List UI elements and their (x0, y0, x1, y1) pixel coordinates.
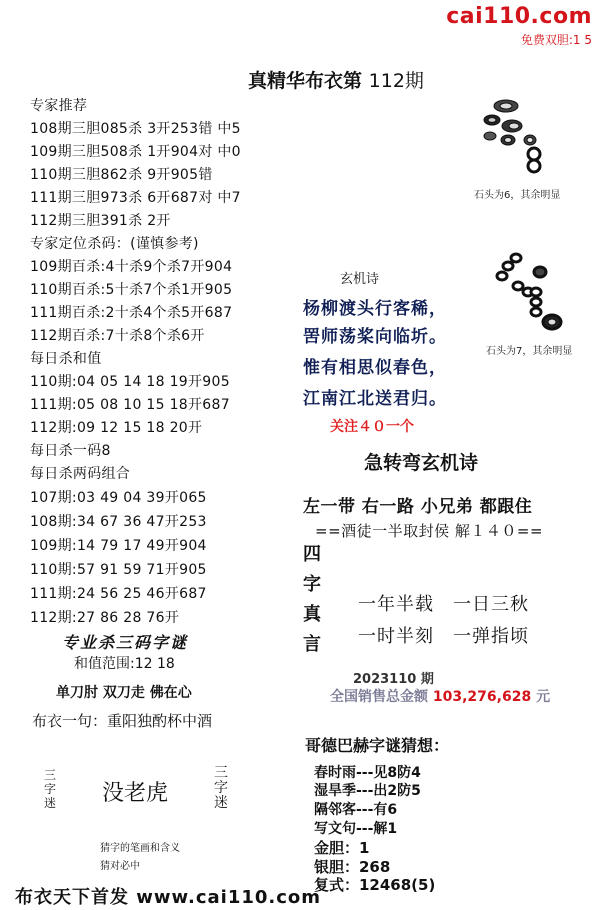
goldbach-guess-title: 哥德巴赫字谜猜想： (305, 736, 450, 755)
riddle-side-char: 三 (44, 768, 57, 782)
single-knife-line: 单刀肘 双刀走 佛在心 (56, 685, 192, 701)
expert-section-title: 专家推荐 (30, 98, 88, 114)
sales-label: 全国销售总金额 (330, 689, 428, 705)
clue-row: 写文句---解1 (314, 821, 398, 837)
two-code-row: 108期:34 67 36 47开253 (30, 514, 207, 530)
riddle-main: 没老虎 (102, 781, 169, 806)
four-char: 字 (303, 574, 321, 595)
expert-row: 110期三胆862杀 9开905错 (30, 167, 213, 183)
stone-caption: 石头为7，其余明显 (486, 346, 573, 357)
combo-row: 复式：12468(5) (314, 876, 436, 894)
sum-row: 111期:05 08 10 15 18开687 (30, 397, 230, 413)
two-code-row: 112期:27 86 28 76开 (30, 610, 180, 626)
gold-guts: 金胆：1 (314, 839, 370, 857)
position-row: 109期百杀:4十杀9个杀7开904 (30, 259, 233, 275)
footer-site-link[interactable]: 布衣天下首发 www.cai110.com (15, 887, 322, 908)
riddle-side-char: 迷 (214, 795, 228, 811)
clue-row: 隔邻客---有6 (314, 802, 398, 818)
kill-one-code: 每日杀一码8 (30, 443, 111, 459)
clue-row: 春时雨---见8防4 (314, 765, 421, 781)
sum-section-title: 每日杀和值 (30, 351, 102, 367)
poem-line: 惟有相思似春色， (303, 358, 447, 378)
clue-row: 湿旱季---出2防5 (314, 783, 421, 799)
stone-puzzle-image-2 (490, 252, 570, 332)
sales-unit: 元 (536, 689, 551, 705)
riddle-side-char: 三 (214, 765, 228, 781)
two-code-row: 110期:57 91 59 71开905 (30, 562, 207, 578)
sum-row: 110期:04 05 14 18 19开905 (30, 374, 230, 390)
riddle-note: 猜字的笔画和含义 (100, 843, 180, 854)
riddle-side-label-right (214, 766, 228, 811)
wine-line: ==酒徒一半取封侯 解１４０== (315, 522, 544, 540)
riddle-side-char: 字 (214, 780, 228, 796)
sales-total (330, 686, 550, 706)
expert-row: 111期三胆973杀 6开687对 中7 (30, 190, 241, 206)
idiom-line: 一时半刻 一弹指顷 (358, 626, 529, 647)
silver-guts: 银胆：268 (314, 858, 391, 876)
site-header-logo (446, 4, 592, 48)
sales-amount: 103,276,628 (432, 689, 532, 705)
buyi-sentence: 布衣一句：重阳独酌杯中酒 (32, 712, 213, 730)
site-logo[interactable]: cai110.com (446, 4, 592, 29)
position-row: 112期百杀:7十杀8个杀6开 (30, 328, 205, 344)
free-double-badge: 免费双胆:1 5 (520, 33, 592, 47)
expert-row: 108期三胆085杀 3开253错 中5 (30, 121, 241, 137)
stone-caption: 石头为6，其余明显 (474, 190, 561, 201)
poem-line: 杨柳渡头行客稀， (303, 299, 447, 319)
two-code-section-title: 每日杀两码组合 (30, 466, 131, 482)
two-code-row: 107期:03 49 04 39开065 (30, 490, 207, 506)
poem-line: 罟师荡桨向临圻。 (303, 327, 447, 347)
four-char: 真 (303, 604, 321, 625)
expert-row: 112期三胆391杀 2开 (30, 213, 171, 229)
sum-row: 112期:09 12 15 18 20开 (30, 420, 203, 436)
four-char: 四 (303, 544, 321, 565)
riddle-side-label-left (44, 768, 56, 810)
sales-period: 2023110 期 (353, 672, 434, 687)
stone-puzzle-image-1 (478, 96, 558, 176)
four-char-column (303, 540, 321, 660)
expert-row: 109期三胆508杀 1开904对 中0 (30, 144, 241, 160)
page-title-number: 112期 (368, 70, 424, 92)
phrase-line: 左一带 右一路 小兄弟 都跟住 (303, 497, 533, 517)
two-code-row: 111期:24 56 25 46开687 (30, 586, 207, 602)
follow-note: 关注４０一个 (330, 419, 414, 435)
four-char: 言 (303, 634, 321, 655)
position-row: 110期百杀:5十杀7个杀1开905 (30, 282, 233, 298)
poem-heading: 玄机诗 (340, 272, 380, 287)
poem-line: 江南江北送君归。 (303, 389, 447, 409)
two-code-row: 109期:14 79 17 49开904 (30, 538, 207, 554)
riddle-section-title: 专业杀三码字谜 (62, 633, 189, 652)
poem-big-title: 急转弯玄机诗 (364, 452, 479, 474)
position-row: 111期百杀:2十杀4个杀5开687 (30, 305, 233, 321)
page-title-prefix: 真精华布衣第 (248, 70, 363, 92)
page-title (248, 66, 424, 93)
idiom-line: 一年半载 一日三秋 (358, 594, 529, 615)
riddle-side-char: 字 (44, 782, 57, 796)
riddle-note: 猜对必中 (100, 861, 140, 872)
sum-range: 和值范围:12 18 (74, 656, 175, 672)
riddle-side-char: 迷 (44, 796, 57, 810)
position-section-title: 专家定位杀码：(谨慎参考) (30, 236, 199, 252)
